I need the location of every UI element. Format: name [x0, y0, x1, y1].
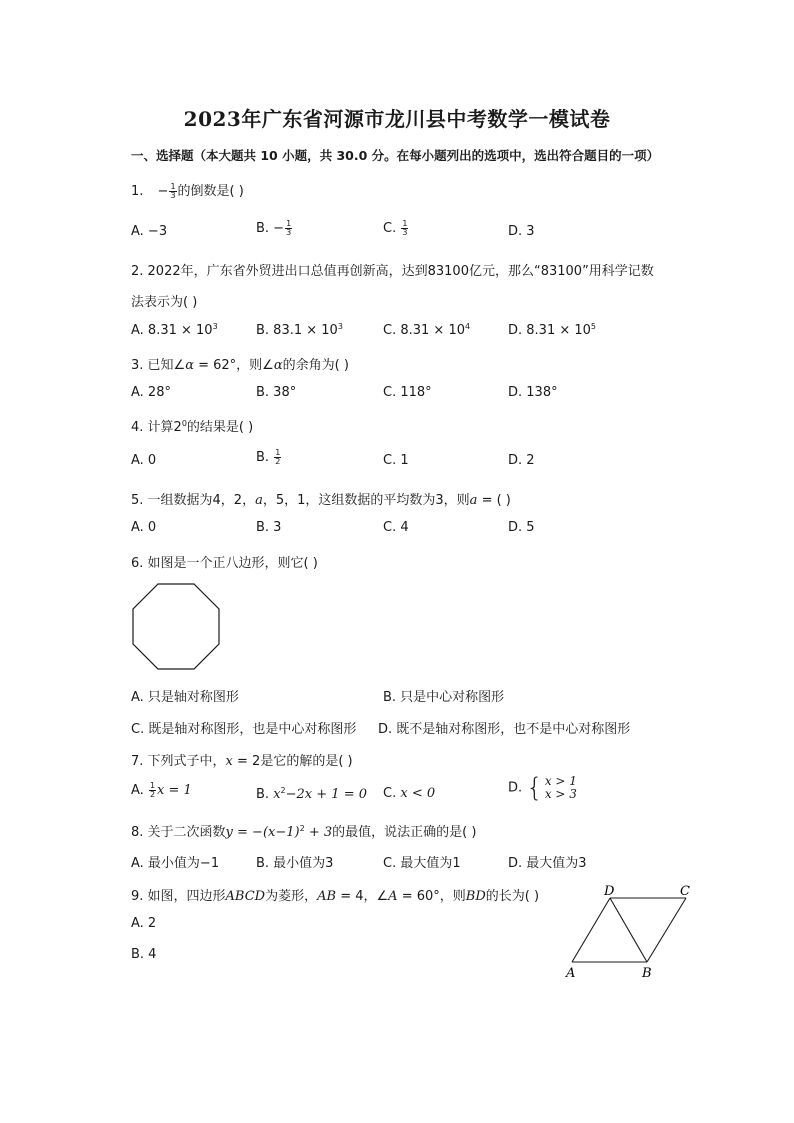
q4-option-d: D. 2: [508, 453, 535, 468]
vertex-label-c: C: [680, 884, 690, 899]
q5-option-c: C. 4: [383, 520, 409, 535]
diagonal-bd: [610, 898, 647, 962]
q1-text: 的倒数是( ): [177, 184, 244, 199]
question-7: 7. 下列式子中，x = 2是它的解的是( ): [131, 754, 353, 769]
q6-option-a: A. 只是轴对称图形: [131, 690, 239, 705]
question-6: 6. 如图是一个正八边形，则它( ): [131, 556, 318, 571]
q6-option-b: B. 只是中心对称图形: [383, 690, 505, 705]
q2-option-b: B. $83.1 \times 10^3$: [256, 322, 343, 338]
q5-option-b: B. 3: [256, 520, 282, 535]
q3-option-b: B. 38°: [256, 385, 297, 400]
octagon-figure: [130, 582, 222, 672]
vertex-label-b: B: [642, 966, 652, 981]
q1-option-b: B. − $\frac{1}{3}$: [256, 219, 292, 237]
q1-option-c: C. $\frac{1}{3}$: [383, 219, 408, 237]
section-heading: 一、选择题（本大题共 10 小题，共 30.0 分。在每小题列出的选项中，选出符合题目的一项）: [131, 148, 660, 163]
rhombus-figure: [560, 882, 700, 982]
question-2-line-1: 2. 2022年，广东省外贸进出口总值再创新高，达到83100亿元，那么“83100”用科学记数: [131, 264, 654, 279]
q1-number: 1.: [131, 184, 144, 199]
rhombus-edge-cb: [647, 898, 686, 962]
q4-option-a: A. 0: [131, 453, 157, 468]
q2-option-d: D. $8.31 \times 10^5$: [508, 322, 597, 338]
vertex-label-a: A: [566, 966, 576, 981]
q7-option-a: A. $\frac{1}{2}$ x = 1: [131, 781, 192, 799]
q3-option-d: D. 138°: [508, 385, 558, 400]
q8-option-d: D. 最大值为3: [508, 856, 587, 871]
vertex-label-d: D: [604, 884, 615, 899]
q1-option-d: D. 3: [508, 224, 535, 239]
q7-option-d: D. { x > 1 x > 3: [508, 773, 577, 803]
question-8: 8. 关于二次函数$y = -(x-1)^2 + 3$的最值，说法正确的是( ): [131, 824, 477, 840]
q4-option-c: C. 1: [383, 453, 409, 468]
question-3: 3. 已知∠α = 62°，则∠α的余角为( ): [131, 358, 349, 373]
page-title: 2023年广东省河源市龙川县中考数学一模试卷: [183, 107, 611, 131]
q8-option-b: B. 最小值为3: [256, 856, 334, 871]
question-2-line-2: 法表示为( ): [131, 295, 198, 310]
q1-fraction: $\frac{1}{3}$: [170, 182, 176, 200]
q7-option-b: B. $x^2-2x + 1 = 0$: [256, 786, 367, 802]
q6-option-d: D. 既不是轴对称图形，也不是中心对称图形: [378, 722, 631, 737]
q3-option-a: A. 28°: [131, 385, 171, 400]
q4-option-b: B. $\frac{1}{2}$: [256, 448, 281, 466]
question-1: 1. − $\frac{1}{3}$ 的倒数是( ): [131, 182, 244, 200]
question-5: 5. 一组数据为4，2，a，5，1，这组数据的平均数为3，则a = ( ): [131, 493, 511, 508]
q2-option-a: A. $8.31 \times 10^3$: [131, 322, 218, 338]
question-4: 4. 计算$2^0$的结果是( ): [131, 419, 254, 435]
q8-option-a: A. 最小值为−1: [131, 856, 220, 871]
q9-option-a: A. 2: [131, 916, 157, 931]
q3-option-c: C. 118°: [383, 385, 432, 400]
question-9: 9. 如图，四边形ABCD为菱形，AB = 4，∠A = 60°，则BD的长为( ): [131, 889, 540, 904]
q5-option-d: D. 5: [508, 520, 535, 535]
q6-option-c: C. 既是轴对称图形，也是中心对称图形: [131, 722, 357, 737]
q5-option-a: A. 0: [131, 520, 157, 535]
q2-option-c: C. $8.31 \times 10^4$: [383, 322, 471, 338]
q9-option-b: B. 4: [131, 947, 157, 962]
rhombus-edge-ad: [572, 898, 610, 962]
q1-option-a: A. −3: [131, 224, 168, 239]
q7-option-c: C. x < 0: [383, 786, 436, 801]
octagon-shape: [133, 584, 219, 669]
q8-option-c: C. 最大值为1: [383, 856, 461, 871]
